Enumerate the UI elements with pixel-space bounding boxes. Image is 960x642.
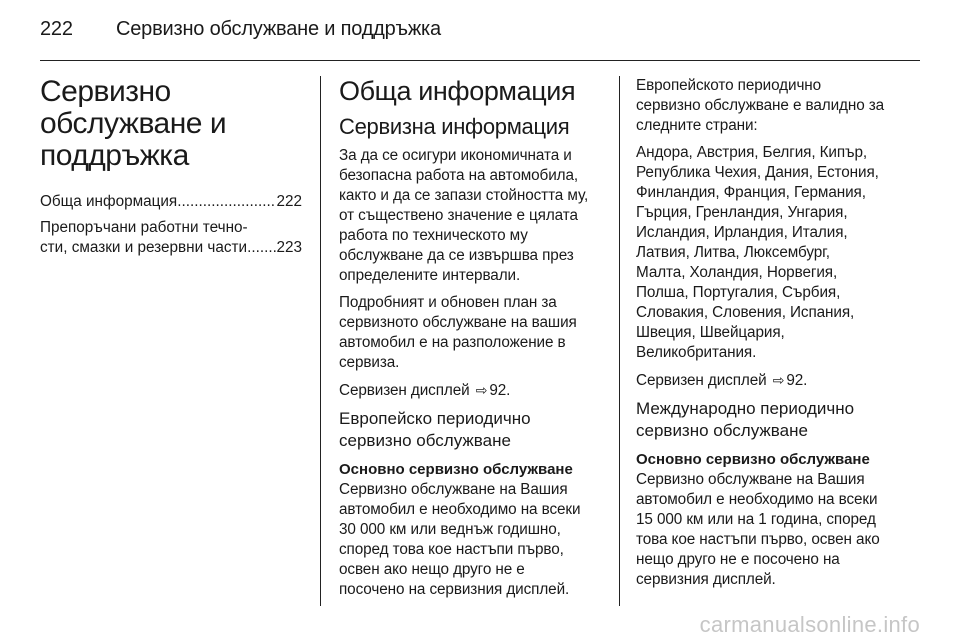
left-column <box>40 76 302 264</box>
toc-entry-fluids[interactable] <box>40 218 302 258</box>
header-rule <box>40 60 920 61</box>
chapter-title <box>40 76 302 172</box>
subsection-title: Сервизна информация <box>339 114 570 139</box>
chapter-title-line: поддръжка <box>40 139 189 172</box>
column-divider-right <box>619 76 620 606</box>
chapter-title-line: Сервизно <box>40 75 171 108</box>
section-title: Обща информация <box>339 76 576 106</box>
cross-reference[interactable]: Сервизен дисплей ⇨ 92. <box>636 372 808 389</box>
toc-entry-page: 222 <box>276 193 302 210</box>
watermark: carmanualsonline.info <box>699 612 920 637</box>
intl-service-heading: Международно периодично сервизно обслужване <box>636 399 855 440</box>
basic-service-heading: Основно сервизно обслужване <box>339 461 573 478</box>
country-list: Андора, Австрия, Белгия, Кипър, Република Чехия, Дания, Естония, Финландия, Франция, Германия, Гърция, Гренландия, Унгария, Исландия, Ирландия, Италия, Латвия, Литва, Люксембург, Малта, Холандия, Норвегия, Полша, Португалия, Сърбия, Словакия, Словения, Испания, Швеция, Швейцария, Великобритания. <box>636 144 879 361</box>
arrow-right-icon: ⇨ <box>772 372 785 388</box>
middle-column <box>339 76 601 607</box>
toc-entry-general-info[interactable] <box>40 192 302 212</box>
toc-entry-page: 223 <box>276 239 302 256</box>
chapter-title-line: обслужване и <box>40 107 227 140</box>
toc-entry-label: Препоръчани работни течно- <box>40 219 248 236</box>
paragraph: Подробният и обновен план за сервизното обслужване на вашия автомобил е на разположение в сервиза. <box>339 294 577 371</box>
toc-leader-dots <box>247 238 276 258</box>
toc-entry-label: сти, смазки и резервни части <box>40 239 248 256</box>
running-title: Сервизно обслужване и поддръжка <box>116 18 441 40</box>
euro-service-heading: Европейско периодично сервизно обслужване <box>339 409 531 450</box>
basic-service-heading: Основно сервизно обслужване <box>636 451 870 468</box>
column-divider-left <box>320 76 321 606</box>
toc-entry-label: Обща информация <box>40 193 178 210</box>
paragraph: Сервизно обслужване на Вашия автомобил е необходимо на всеки 15 000 км или на 1 година, според това кое настъпи първо, освен ако нещо друго не е посочено на сервизния дисплей. <box>636 471 880 588</box>
paragraph: Европейското периодично сервизно обслужване е валидно за следните страни: <box>636 77 885 134</box>
page-number: 222 <box>40 18 73 40</box>
page-header <box>40 14 920 44</box>
arrow-right-icon: ⇨ <box>475 382 488 398</box>
toc-leader-dots <box>177 192 276 212</box>
right-column <box>636 76 906 597</box>
paragraph: За да се осигури икономичната и безопасна работа на автомобила, както и да се запази стойността му, от съществено значение е цялата работа по техническото му обслужване да се извършва през определените интервали. <box>339 147 589 284</box>
paragraph: Сервизно обслужване на Вашия автомобил е необходимо на всеки 30 000 км или веднъж годишно, според това кое настъпи първо, освен ако нещо друго не е посочено на сервизния дисплей. <box>339 481 581 598</box>
cross-reference[interactable]: Сервизен дисплей ⇨ 92. <box>339 382 511 399</box>
